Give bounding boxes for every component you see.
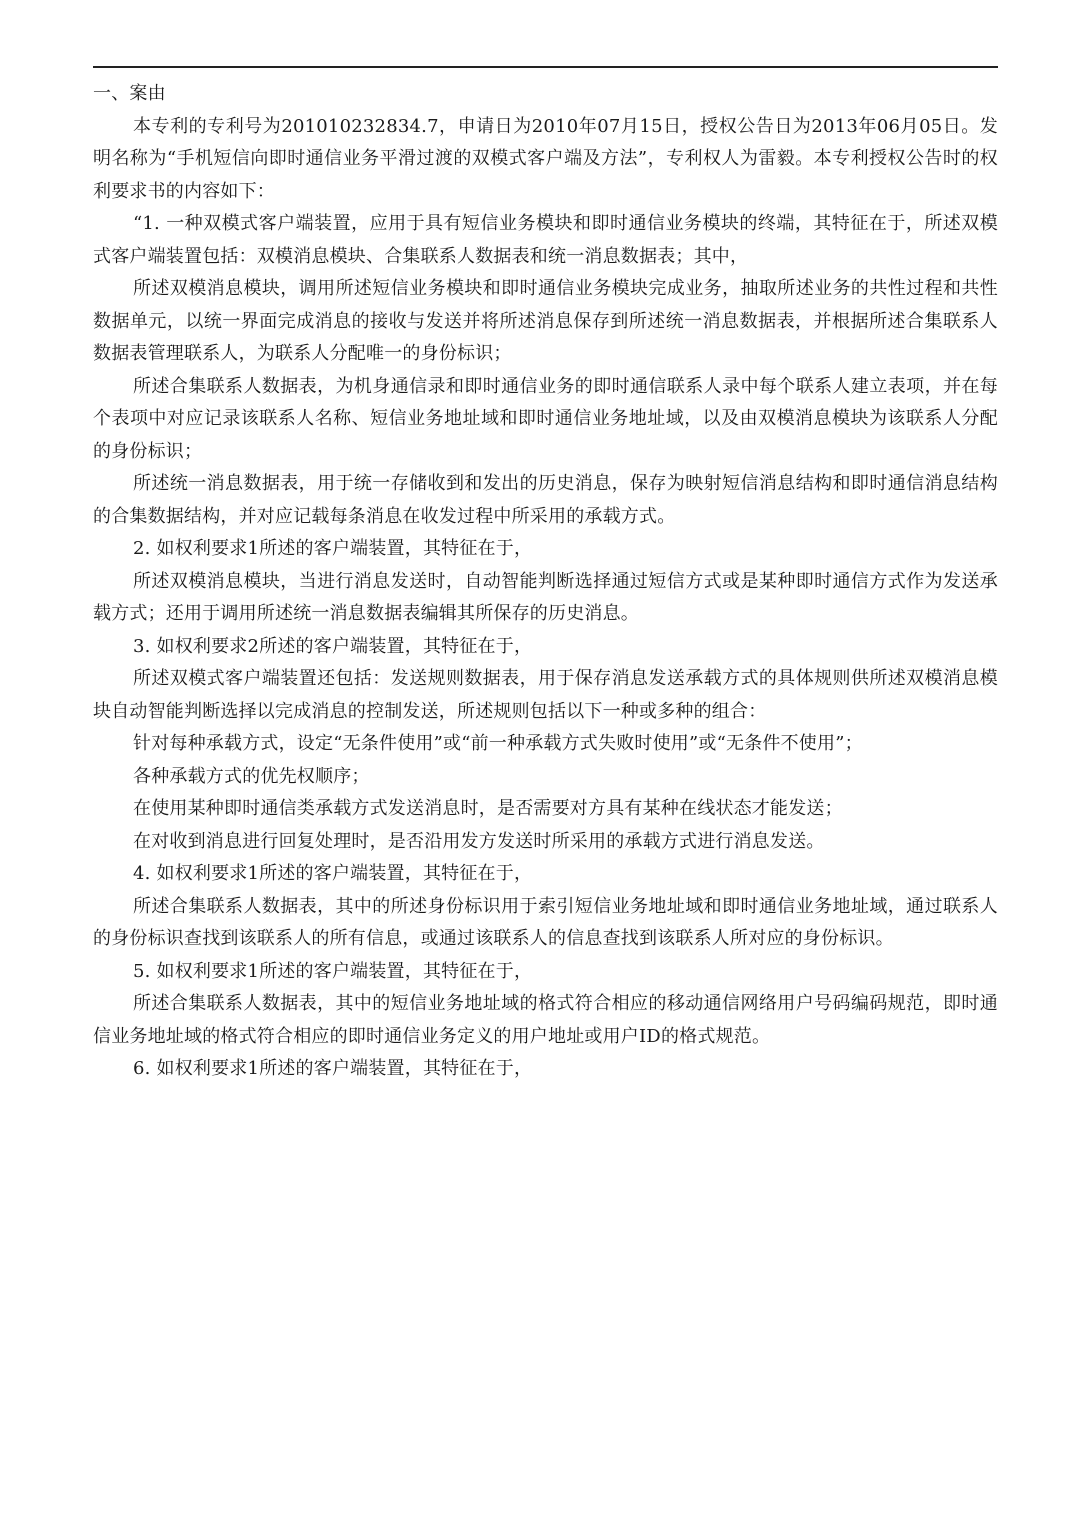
paragraph-claim-1-contacts: 所述合集联系人数据表，为机身通信录和即时通信业务的即时通信联系人录中每个联系人建立表项，并在每个表项中对应记录该联系人名称、短信业务地址域和即时通信业务地址域，以及由双模消息模块为该联系人分配的身份标识； <box>93 375 998 462</box>
section-title: 一、案由 <box>93 83 166 104</box>
paragraph-rule-3: 在使用某种即时通信类承载方式发送消息时，是否需要对方具有某种在线状态才能发送； <box>133 798 843 819</box>
paragraph-claim-1: “1. 一种双模式客户端装置，应用于具有短信业务模块和即时通信业务模块的终端，其特征在于，所述双模式客户端装置包括：双模消息模块、合集联系人数据表和统一消息数据表；其中， <box>93 213 998 267</box>
paragraph-rule-2: 各种承载方式的优先权顺序； <box>133 765 370 787</box>
paragraph-claim-5: 5. 如权利要求1所述的客户端装置，其特征在于， <box>133 960 533 982</box>
paragraph-claim-4-body: 所述合集联系人数据表，其中的所述身份标识用于索引短信业务地址域和即时通信业务地址域，通过联系人的身份标识查找到该联系人的所有信息，或通过该联系人的信息查找到该联系人所对应的身份标识。 <box>93 895 998 949</box>
paragraph-claim-2: 2. 如权利要求1所述的客户端装置，其特征在于， <box>133 538 533 559</box>
paragraph-claim-5-body: 所述合集联系人数据表，其中的短信业务地址域的格式符合相应的移动通信网络用户号码编码规范，即时通信业务地址域的格式符合相应的即时通信业务定义的用户地址或用户ID的格式规范。 <box>93 993 998 1047</box>
paragraph-claim-6: 6. 如权利要求1所述的客户端装置，其特征在于， <box>133 1058 533 1079</box>
paragraph-claim-2-body: 所述双模消息模块，当进行消息发送时，自动智能判断选择通过短信方式或是某种即时通信方式作为发送承载方式；还用于调用所述统一消息数据表编辑其所保存的历史消息。 <box>93 570 998 624</box>
paragraph-claim-4: 4. 如权利要求1所述的客户端装置，其特征在于， <box>133 863 533 884</box>
paragraph-rule-1: 针对每种承载方式，设定“无条件使用”或“前一种承载方式失败时使用”或“无条件不使用”； <box>133 733 863 754</box>
paragraph-claim-3-body: 所述双模式客户端装置还包括：发送规则数据表，用于保存消息发送承载方式的具体规则供所述双模消息模块自动智能判断选择以完成消息的控制发送，所述规则包括以下一种或多种的组合： <box>93 668 998 722</box>
paragraph-claim-1-messages: 所述统一消息数据表，用于统一存储收到和发出的历史消息，保存为映射短信消息结构和即时通信消息结构的合集数据结构，并对应记载每条消息在收发过程中所采用的承载方式。 <box>93 473 998 527</box>
document-body <box>93 78 998 1086</box>
header-rule <box>93 66 998 68</box>
paragraph-rule-4: 在对收到消息进行回复处理时，是否沿用发方发送时所采用的承载方式进行消息发送。 <box>133 830 825 852</box>
paragraph-intro: 本专利的专利号为201010232834.7，申请日为2010年07月15日，授权公告日为2013年06月05日。发明名称为“手机短信向即时通信业务平滑过渡的双模式客户端及方法”，专利权人为雷毅。本专利授权公告时的权利要求书的内容如下： <box>93 115 998 202</box>
paragraph-claim-1-module: 所述双模消息模块，调用所述短信业务模块和即时通信业务模块完成业务，抽取所述业务的共性过程和共性数据单元，以统一界面完成消息的接收与发送并将所述消息保存到所述统一消息数据表，并根据所述合集联系人数据表管理联系人，为联系人分配唯一的身份标识； <box>93 278 998 364</box>
paragraph-claim-3: 3. 如权利要求2所述的客户端装置，其特征在于， <box>133 635 533 657</box>
